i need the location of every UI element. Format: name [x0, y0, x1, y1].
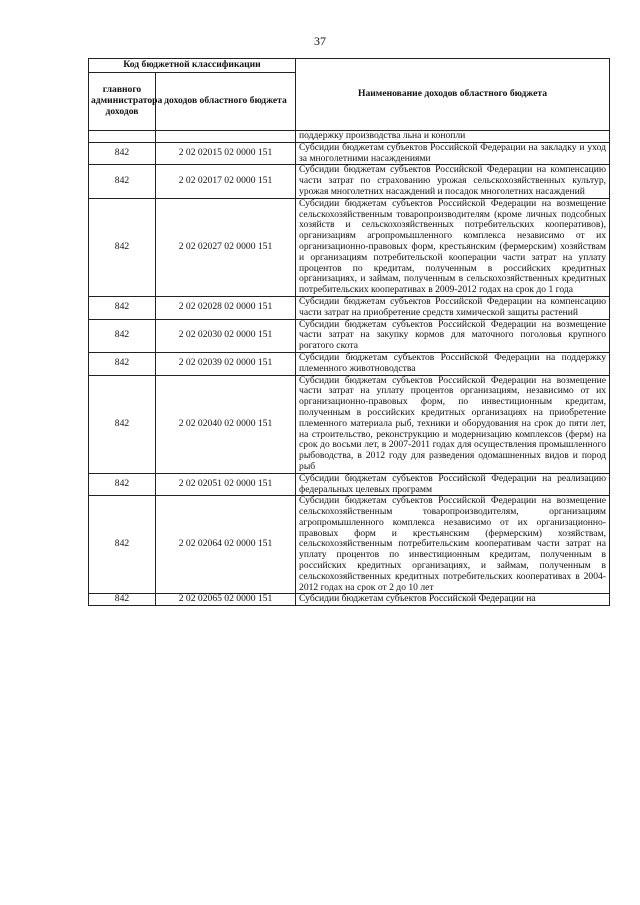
- continuation-text: поддержку производства льна и конопли: [296, 130, 610, 142]
- table-row: [89, 319, 610, 352]
- income-code-cell: 2 02 02030 02 0000 151: [156, 319, 296, 352]
- income-code-cell: 2 02 02017 02 0000 151: [156, 165, 296, 198]
- admin-code-cell: 842: [89, 594, 156, 606]
- table-row: [89, 496, 610, 594]
- income-code-cell: 2 02 02027 02 0000 151: [156, 198, 296, 296]
- continuation-code-cell: [156, 130, 296, 142]
- continuation-admin-cell: [89, 130, 156, 142]
- income-name-cell: Субсидии бюджетам субъектов Российской Федерации на компенсацию части затрат на приобретение средств химической защиты растений: [296, 296, 610, 319]
- admin-code-cell: 842: [89, 496, 156, 594]
- income-name-cell: Субсидии бюджетам субъектов Российской Федерации на реализацию федеральных целевых программ: [296, 473, 610, 496]
- income-code-cell: 2 02 02064 02 0000 151: [156, 496, 296, 594]
- table-row: [89, 198, 610, 296]
- table-row: [89, 375, 610, 473]
- header-group-label: Код бюджетной классификации: [89, 59, 296, 73]
- page-number: 37: [314, 34, 326, 48]
- income-name-cell: Субсидии бюджетам субъектов Российской Федерации на возмещение сельскохозяйственным товаропроизводителям (кроме личных подсобных хозяйств и сельскохозяйственных потребительских кооперативов), организациям агропромышленного комплекса независимо от их организационно-правовых форм, крестьянским (фермерским) хозяйствам и организациям потребительской кооперации части затрат на уплату процентов по кредитам, полученным в российских кредитных организациях, и займам, полученным в сельскохозяйственных кредитных потребительских кооперативах в 2009-2012 годах на срок до 1 года: [296, 198, 610, 296]
- header-code: доходов областного бюджета: [156, 72, 296, 130]
- admin-code-cell: 842: [89, 375, 156, 473]
- income-code-cell: 2 02 02015 02 0000 151: [156, 142, 296, 165]
- admin-code-cell: 842: [89, 142, 156, 165]
- admin-code-cell: 842: [89, 319, 156, 352]
- admin-code-cell: 842: [89, 473, 156, 496]
- income-code-cell: 2 02 02028 02 0000 151: [156, 296, 296, 319]
- income-code-cell: 2 02 02039 02 0000 151: [156, 352, 296, 375]
- budget-classification-table: [88, 58, 610, 606]
- income-code-cell: 2 02 02051 02 0000 151: [156, 473, 296, 496]
- income-code-cell: 2 02 02040 02 0000 151: [156, 375, 296, 473]
- table-row: [89, 296, 610, 319]
- income-code-cell: 2 02 02065 02 0000 151: [156, 594, 296, 606]
- table-row: [89, 165, 610, 198]
- table-row: [89, 594, 610, 606]
- admin-code-cell: 842: [89, 198, 156, 296]
- header-name: Наименование доходов областного бюджета: [296, 59, 610, 131]
- table-row: [89, 352, 610, 375]
- table-row: [89, 473, 610, 496]
- admin-code-cell: 842: [89, 352, 156, 375]
- income-name-cell: Субсидии бюджетам субъектов Российской Федерации на компенсацию части затрат по страхованию урожая сельскохозяйственных культур, урожая многолетних насаждений и посадок многолетних насаждений: [296, 165, 610, 198]
- income-name-cell: Субсидии бюджетам субъектов Российской Федерации на возмещение сельскохозяйственным товаропроизводителям, организациям агропромышленного комплекса независимо от их организационно-правовых форм и крестьянским (фермерским) хозяйствам, сельскохозяйственным потребительским кооперативам части затрат на уплату процентов по инвестиционным кредитам, полученным в российских кредитных организациях, и займам, полученным в сельскохозяйственных кредитных потребительских кооперативах в 2004-2012 годах на срок от 2 до 10 лет: [296, 496, 610, 594]
- income-name-cell: Субсидии бюджетам субъектов Российской Федерации на возмещение части затрат на уплату процентов организациям, независимо от их организационно-правовых форм, по инвестиционным кредитам, полученным в российских кредитных организациях на приобретение племенного материала рыб, техники и оборудования на срок до пяти лет, на строительство, реконструкцию и модернизацию комплексов (ферм) на срок до восьми лет, в 2007-2011 годах для осуществления промышленного рыбоводства, в 2012 году для разведения одомашненных видов и пород рыб: [296, 375, 610, 473]
- continuation-row: [89, 130, 610, 142]
- income-name-cell: Субсидии бюджетам субъектов Российской Федерации на поддержку племенного животноводства: [296, 352, 610, 375]
- header-admin: главного администратора доходов: [89, 72, 156, 130]
- income-name-cell: Субсидии бюджетам субъектов Российской Федерации на: [296, 594, 610, 606]
- income-name-cell: Субсидии бюджетам субъектов Российской Федерации на закладку и уход за многолетними насаждениями: [296, 142, 610, 165]
- admin-code-cell: 842: [89, 165, 156, 198]
- admin-code-cell: 842: [89, 296, 156, 319]
- income-name-cell: Субсидии бюджетам субъектов Российской Федерации на возмещение части затрат на закупку кормов для маточного поголовья крупного рогатого скота: [296, 319, 610, 352]
- table-row: [89, 142, 610, 165]
